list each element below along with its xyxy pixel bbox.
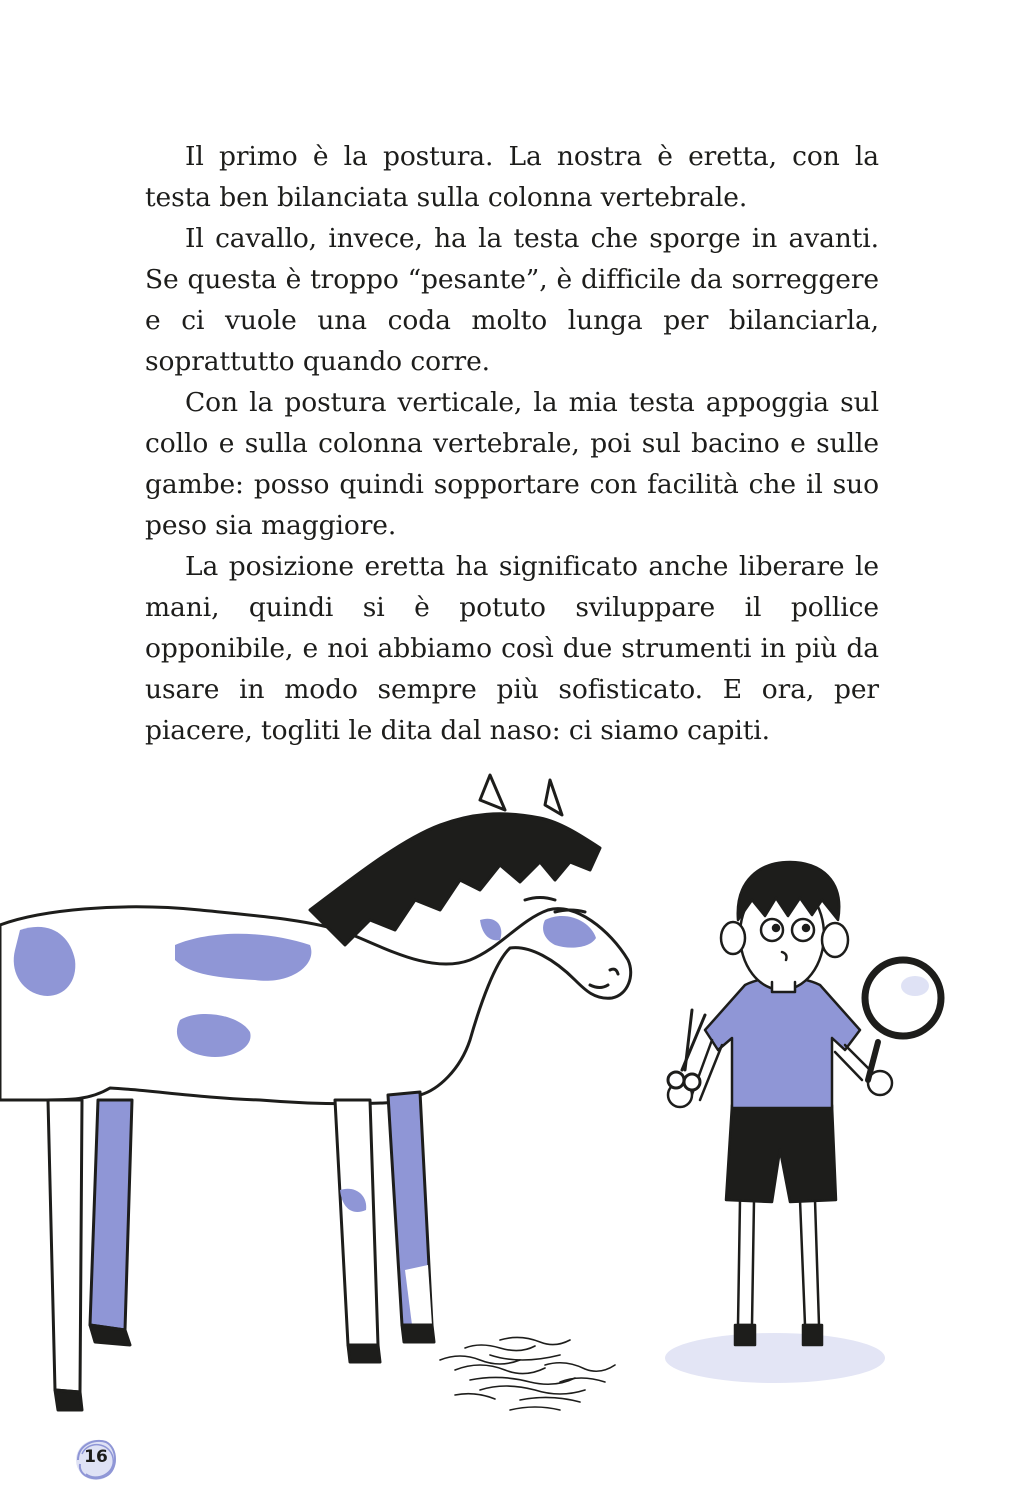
magnifying-glass-icon — [865, 960, 941, 1080]
paragraph-4: La posizione eretta ha significato anche liberare le mani, quindi si è potuto sviluppare il pollice opponibile, e noi abbiamo così due strumenti in più da usare in modo sempre più sofisticato. E ora, per piacere, togliti le dita dal naso: ci siamo capiti. — [145, 551, 879, 746]
paragraph-3: Con la postura verticale, la mia testa appoggia sul collo e sulla colonna vertebrale, poi sul bacino e sulle gambe: posso quindi sopportare con facilità che il suo peso sia maggiore. — [145, 387, 879, 541]
horse-illustration — [0, 775, 631, 1410]
page-number-text: 16 — [84, 1447, 108, 1467]
child-illustration — [668, 862, 892, 1345]
scissors-icon — [668, 1010, 705, 1090]
illustration — [0, 770, 1024, 1430]
body-text — [145, 136, 879, 751]
page-number — [66, 1430, 126, 1490]
cut-hair-pile — [440, 1337, 615, 1410]
ground-shadow — [665, 1333, 885, 1383]
paragraph-2: Il cavallo, invece, ha la testa che sporge in avanti. Se questa è troppo “pesante”, è difficile da sorreggere e ci vuole una coda molto lunga per bilanciarla, soprattutto quando corre. — [145, 223, 879, 377]
paragraph-1: Il primo è la postura. La nostra è eretta, con la testa ben bilanciata sulla colonna vertebrale. — [145, 141, 879, 213]
